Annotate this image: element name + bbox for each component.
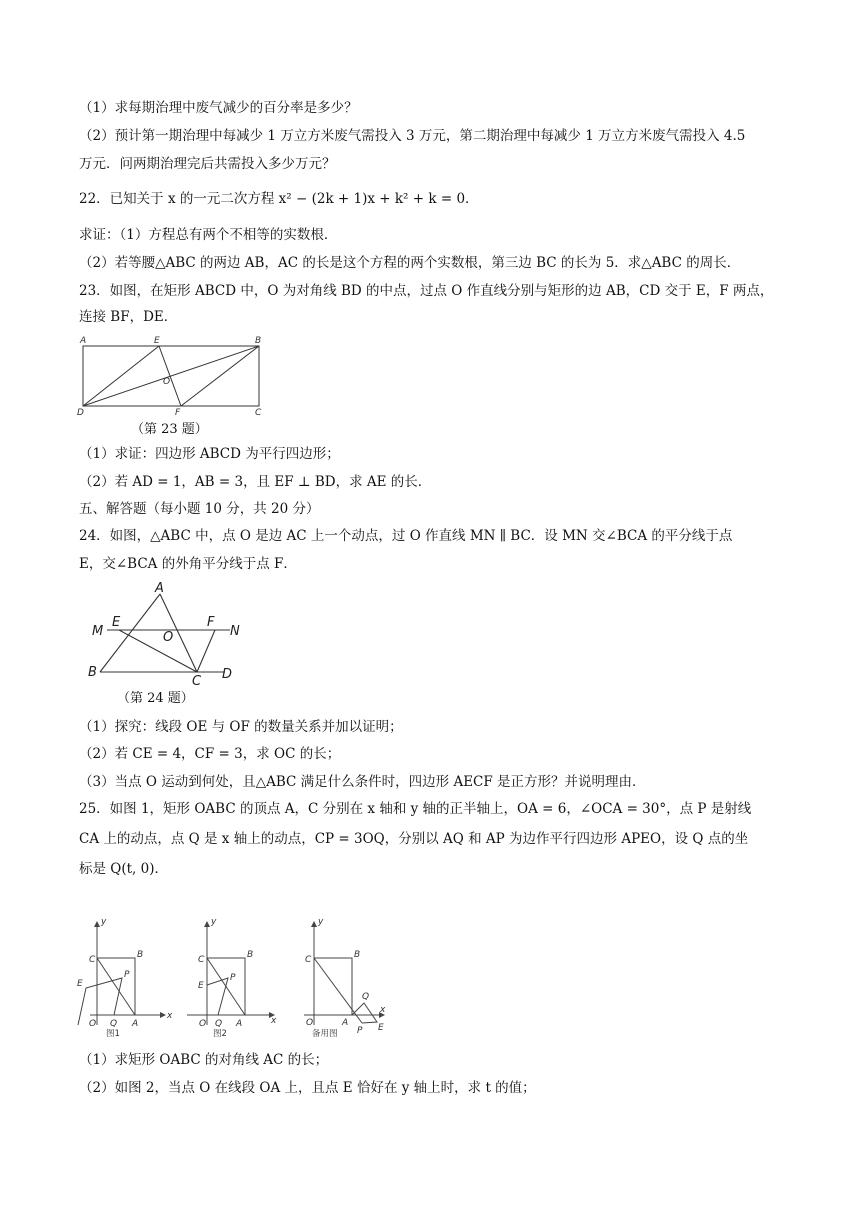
label-e: E	[198, 981, 204, 991]
text-line: 连接 BF，DE．	[79, 309, 178, 325]
label-c: C	[255, 408, 262, 418]
line-cf	[197, 630, 215, 672]
line-ce	[119, 630, 197, 672]
figure-24	[85, 580, 245, 685]
line-ef	[159, 346, 181, 406]
figure-23-caption: （第 23 题）	[131, 422, 208, 437]
text-line: （3）当点 O 运动到何处，且△ABC 满足什么条件时，四边形 AECF 是正方形？并说明理由．	[79, 774, 646, 790]
figure-25	[72, 910, 392, 1038]
label-o: O	[163, 630, 174, 645]
label-f: F	[175, 408, 181, 418]
label-y: y	[101, 917, 107, 927]
label-x: x	[380, 1005, 386, 1015]
caption-fig2: 图2	[213, 1029, 227, 1038]
caption-fig1: 图1	[106, 1029, 120, 1038]
label-c: C	[198, 955, 205, 965]
line-bf	[181, 346, 259, 406]
label-o: O	[163, 377, 171, 387]
label-e: E	[154, 336, 160, 346]
text-line: （2）若 CE = 4，CF = 3，求 OC 的长；	[79, 746, 341, 762]
label-p: P	[357, 1026, 363, 1036]
label-c: C	[305, 955, 312, 965]
figure-25-sub-2	[187, 917, 277, 1038]
side-ab	[100, 594, 160, 672]
label-f: F	[207, 615, 215, 630]
text-line: （1）探究：线段 OE 与 OF 的数量关系并加以证明；	[79, 719, 403, 735]
label-a: A	[236, 1019, 243, 1029]
label-e: E	[378, 1023, 384, 1033]
label-y: y	[318, 917, 324, 927]
label-b: B	[247, 950, 254, 960]
ray-ca	[314, 958, 362, 1023]
label-a: A	[155, 581, 164, 596]
label-c: C	[192, 674, 202, 685]
text-line: （2）预计第一期治理中每减少 1 万立方米废气需投入 3 万元，第二期治理中每减少 1 万立方米废气需投入 4.5	[79, 128, 746, 144]
text-line: 25．如图 1，矩形 OABC 的顶点 A，C 分别在 x 轴和 y 轴的正半轴上，OA = 6，∠OCA = 30°，点 P 是射线	[79, 801, 752, 817]
label-x: x	[167, 1011, 173, 1021]
label-e: E	[77, 979, 83, 989]
parallelogram	[352, 1003, 377, 1023]
text-line: 标是 Q(t, 0)．	[79, 861, 168, 877]
label-c: C	[89, 955, 96, 965]
text-line: 23．如图，在矩形 ABCD 中，O 为对角线 BD 的中点，过点 O 作直线分别与矩形的边 AB，CD 交于 E，F 两点，	[79, 283, 774, 299]
label-d: D	[77, 408, 84, 418]
label-y: y	[211, 917, 217, 927]
text-line: （2）若 AD = 1，AB = 3，且 EF ⊥ BD，求 AE 的长．	[79, 474, 432, 490]
text-line: 22．已知关于 x 的一元二次方程 x² − (2k + 1)x + k² + k = 0．	[79, 191, 479, 207]
label-q: Q	[110, 1019, 118, 1029]
line-de	[83, 346, 159, 406]
label-b: B	[137, 950, 144, 960]
label-b: B	[255, 336, 262, 346]
label-p: P	[230, 973, 236, 983]
caption-spare-figure: 备用图	[312, 1029, 338, 1038]
label-n: N	[230, 624, 240, 639]
label-q: Q	[215, 1019, 223, 1029]
parallelogram	[207, 978, 228, 1015]
label-e: E	[112, 615, 121, 630]
label-x: x	[271, 1016, 277, 1026]
figure-24-caption: （第 24 题）	[117, 691, 194, 706]
text-line: 24．如图，△ABC 中，点 O 是边 AC 上一个动点，过 O 作直线 MN ∥ BC．设 MN 交∠BCA 的平分线于点	[79, 528, 733, 544]
text-line: （1）求证：四边形 ABCD 为平行四边形；	[79, 446, 340, 462]
text-line: 万元．问两期治理完后共需投入多少万元？	[79, 156, 336, 172]
label-a: A	[80, 336, 87, 346]
label-a: A	[342, 1018, 349, 1028]
text-line: （1）求每期治理中废气减少的百分率是多少？	[79, 100, 358, 116]
figure-25-sub-1	[77, 917, 173, 1038]
text-line: CA 上的动点，点 Q 是 x 轴上的动点，CP = 3OQ，分别以 AQ 和 AP 为边作平行四边形 APEO，设 Q 点的坐	[79, 831, 749, 847]
label-o: O	[89, 1019, 97, 1029]
text-line: （1）求矩形 OABC 的对角线 AC 的长；	[79, 1052, 329, 1068]
figure-25-sub-3	[304, 917, 386, 1038]
text-line: 求证：（1）方程总有两个不相等的实数根．	[79, 227, 338, 243]
diagonal-bd	[83, 346, 259, 406]
label-b: B	[354, 950, 361, 960]
section-heading: 五、解答题（每小题 10 分，共 20 分）	[79, 501, 320, 517]
label-b: B	[88, 665, 97, 680]
label-q: Q	[362, 992, 370, 1002]
label-o: O	[306, 1018, 314, 1028]
text-line: （2）如图 2，当点 O 在线段 OA 上，且点 E 恰好在 y 轴上时，求 t 的值；	[79, 1080, 536, 1096]
text-line: （2）若等腰△ABC 的两边 AB，AC 的长是这个方程的两个实数根，第三边 BC 的长为 5．求△ABC 的周长．	[79, 255, 741, 271]
figure-23	[75, 333, 275, 418]
label-o: O	[199, 1019, 207, 1029]
label-a: A	[132, 1019, 139, 1029]
label-p: P	[124, 970, 130, 980]
text-line: E，交∠BCA 的外角平分线于点 F．	[79, 556, 297, 572]
label-m: M	[92, 624, 104, 639]
label-d: D	[222, 667, 233, 682]
